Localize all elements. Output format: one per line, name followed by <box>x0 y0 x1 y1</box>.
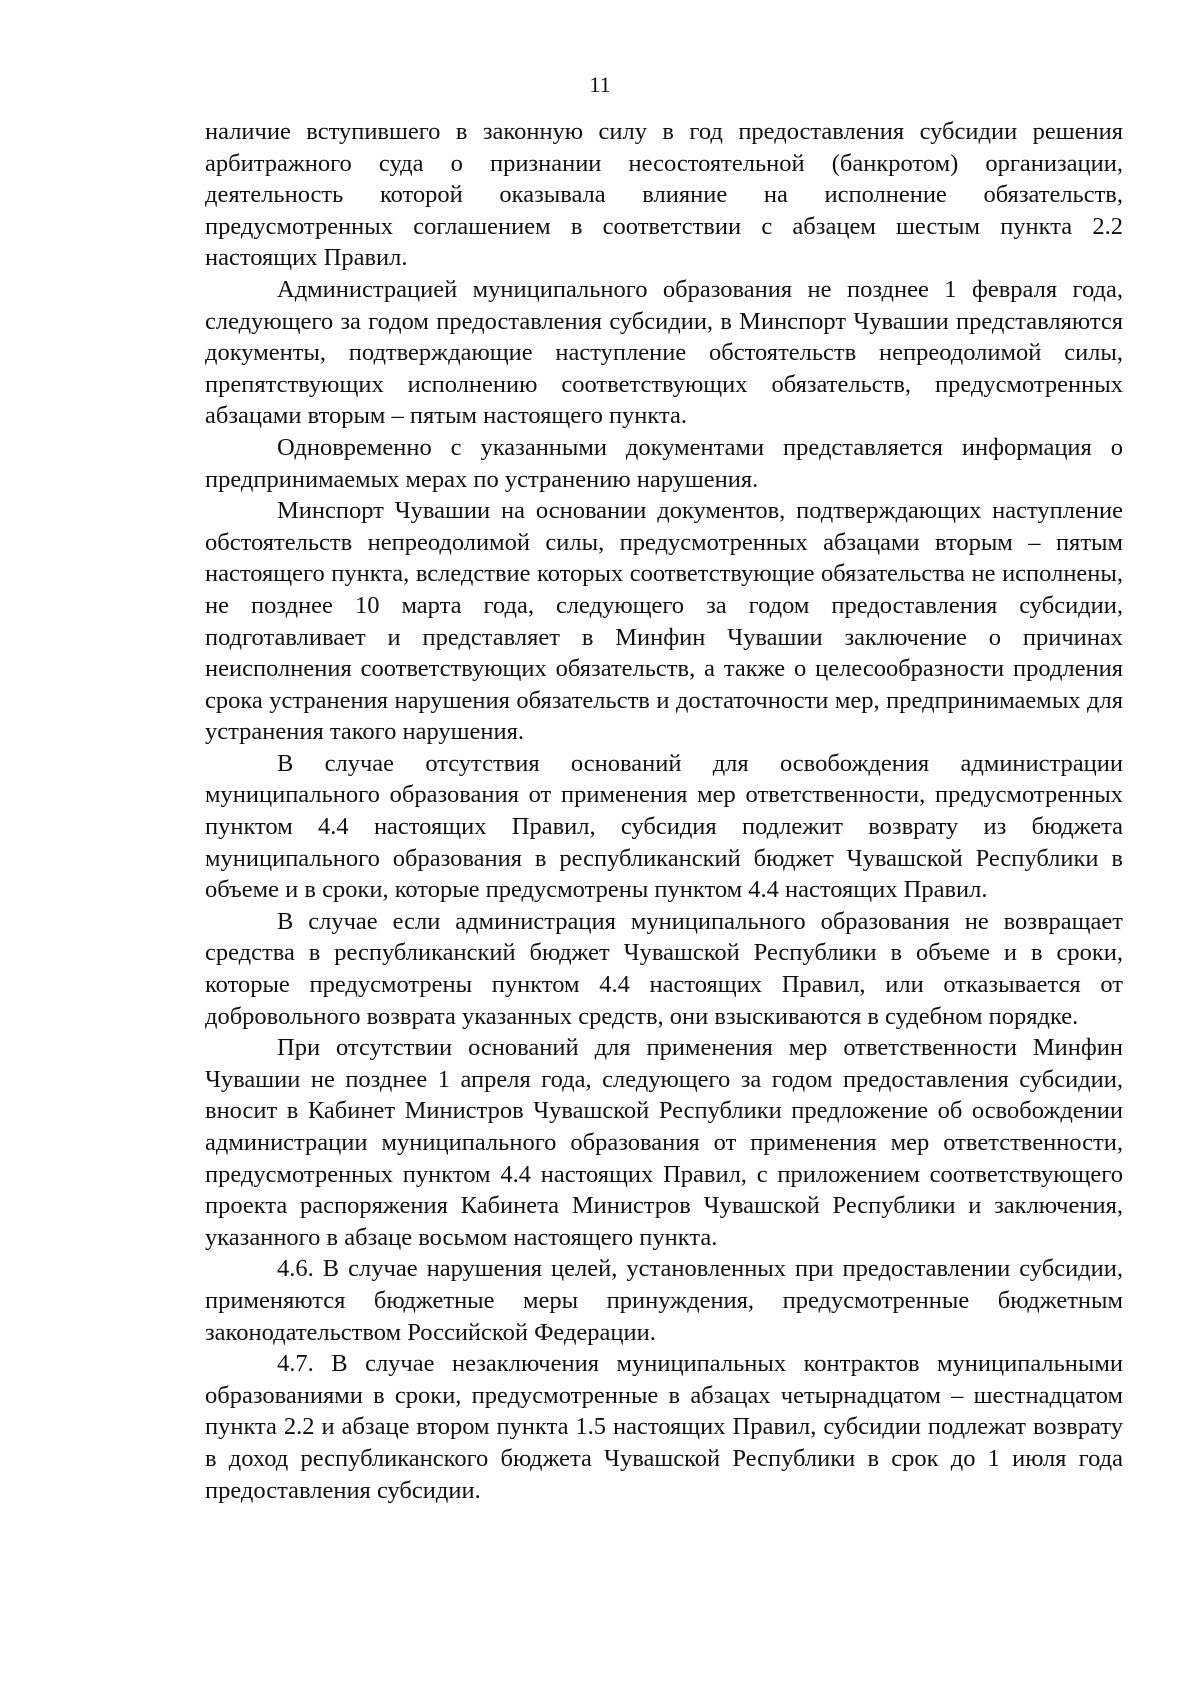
page-number: 11 <box>589 72 611 97</box>
document-body <box>205 116 1123 1506</box>
paragraph-clause-4-7: 4.7. В случае незаключения муниципальных контрактов муниципальными образованиями в сроки, предусмотренные в абзацах четырнадцатом – шестнадцатом пункта 2.2 и абзаце втором пункта 1.5 настоящих Правил, субсидии подлежат возврату в доход республиканского бюджета Чувашской Республики в срок до 1 июля года предоставления субсидии. <box>205 1350 1123 1504</box>
paragraph-subsidy-return: В случае отсутствия оснований для освобождения администрации муниципального образования от применения мер ответственности, предусмотренных пунктом 4.4 настоящих Правил, субсидия подлежит возврату из бюджета муниципального образования в республиканский бюджет Чувашской Республики в объеме и в сроки, которые предусмотрены пунктом 4.4 настоящих Правил. <box>205 749 1123 904</box>
paragraph-measures-information: Одновременно с указанными документами представляется информация о предпринимаемых мерах по устранению нарушения. <box>205 433 1123 493</box>
paragraph-judicial-recovery: В случае если администрация муниципального образования не возвращает средства в республиканский бюджет Чувашской Республики в объеме и в сроки, которые предусмотрены пунктом 4.4 настоящих Правил, или отказывается от добровольного возврата указанных средств, они взыскиваются в судебном порядке. <box>205 907 1123 1030</box>
paragraph-release-proposal: При отсутствии оснований для применения мер ответственности Минфин Чувашии не позднее 1 апреля года, следующего за годом предоставления субсидии, вносит в Кабинет Министров Чувашской Республики предложение об освобождении администрации муниципального образования от применения мер ответственности, предусмотренных пунктом 4.4 настоящих Правил, с приложением соответствующего проекта распоряжения Кабинета Министров Чувашской Республики и заключения, указанного в абзаце восьмом настоящего пункта. <box>205 1034 1123 1251</box>
paragraph-clause-4-6: 4.6. В случае нарушения целей, установленных при предоставлении субсидии, применяются бюджетные меры принуждения, предусмотренные бюджетным законодательством Российской Федерации. <box>205 1255 1123 1346</box>
paragraph-bankruptcy-decision: наличие вступившего в законную силу в год предоставления субсидии решения арбитражного суда о признании несостоятельной (банкротом) организации, деятельность которой оказывала влияние на исполнение обязательств, предусмотренных соглашением в соответствии с абзацем шестым пункта 2.2 настоящих Правил. <box>205 118 1123 272</box>
paragraph-minsport-conclusion: Минспорт Чувашии на основании документов, подтверждающих наступление обстоятельств непреодолимой силы, предусмотренных абзацами вторым – пятым настоящего пункта, вследствие которых соответствующие обязательства не исполнены, не позднее 10 марта года, следующего за годом предоставления субсидии, подготавливает и представляет в Минфин Чувашии заключение о причинах неисполнения соответствующих обязательств, а также о целесообразности продления срока устранения нарушения обязательств и достаточности мер, предпринимаемых для устранения такого нарушения. <box>205 497 1123 746</box>
paragraph-documents-submission: Администрацией муниципального образования не позднее 1 февраля года, следующего за годом предоставления субсидии, в Минспорт Чувашии представляются документы, подтверждающие наступление обстоятельств непреодолимой силы, препятствующих исполнению соответствующих обязательств, предусмотренных абзацами вторым – пятым настоящего пункта. <box>205 275 1123 430</box>
